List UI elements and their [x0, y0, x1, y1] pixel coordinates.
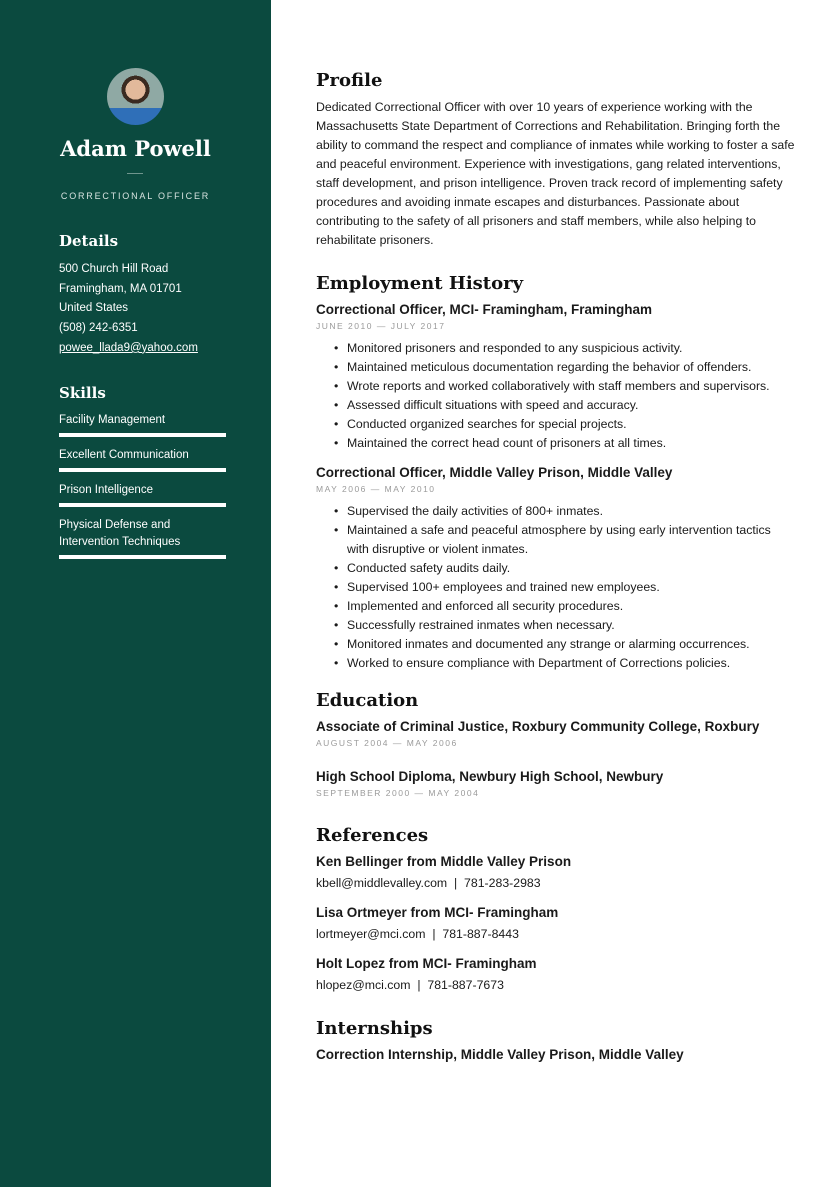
reference-contact: lortmeyer@mci.com | 781-887-8443	[316, 927, 519, 941]
job-bullet: • Supervised 100+ employees and trained new employees.	[347, 578, 796, 597]
section-heading: References	[316, 825, 429, 846]
details	[59, 260, 198, 359]
address-line1: 500 Church Hill Road	[59, 263, 169, 275]
reference-name: Lisa Ortmeyer from MCI- Framingham	[316, 905, 559, 920]
main-content	[316, 70, 796, 1084]
job-entry	[316, 301, 796, 453]
education-dates: AUGUST 2004 — MAY 2006	[316, 738, 458, 748]
skill-label: Physical Defense and Intervention Techniques	[59, 519, 181, 548]
section-heading: Education	[316, 690, 419, 711]
job-bullet: • Maintained the correct head count of prisoners at all times.	[347, 434, 796, 453]
education-title: Associate of Criminal Justice, Roxbury Community College, Roxbury	[316, 719, 760, 734]
skill-level-bar	[59, 555, 226, 559]
job-bullets	[316, 502, 796, 673]
skill-item	[59, 412, 226, 437]
skill-item	[59, 517, 226, 559]
skill-level-bar	[59, 433, 226, 437]
sidebar	[0, 0, 271, 1187]
reference-contact: hlopez@mci.com | 781-887-7673	[316, 978, 504, 992]
education-section	[316, 690, 796, 798]
job-bullet: • Worked to ensure compliance with Department of Corrections policies.	[347, 654, 796, 673]
skill-item	[59, 482, 226, 507]
skill-label: Prison Intelligence	[59, 484, 153, 496]
job-bullets	[316, 339, 796, 453]
internship-title: Correction Internship, Middle Valley Prison, Middle Valley	[316, 1047, 684, 1062]
job-dates: MAY 2006 — MAY 2010	[316, 484, 436, 494]
job-bullet: • Monitored inmates and documented any strange or alarming occurrences.	[347, 635, 796, 654]
skill-label: Excellent Communication	[59, 449, 189, 461]
skill-level-bar	[59, 468, 226, 472]
phone: (508) 242-6351	[59, 322, 138, 335]
employment-section	[316, 273, 796, 673]
skill-item	[59, 447, 226, 472]
profile-section	[316, 70, 796, 250]
section-heading: Employment History	[316, 273, 524, 294]
job-bullet: • Successfully restrained inmates when necessary.	[347, 616, 796, 635]
reference-name: Holt Lopez from MCI- Framingham	[316, 956, 537, 971]
job-bullet: • Monitored prisoners and responded to any suspicious activity.	[347, 339, 796, 358]
job-title: Correctional Officer, Middle Valley Prison, Middle Valley	[316, 465, 673, 480]
job-bullet: • Implemented and enforced all security procedures.	[347, 597, 796, 616]
candidate-name: Adam Powell	[60, 136, 211, 161]
reference-name: Ken Bellinger from Middle Valley Prison	[316, 854, 572, 869]
section-heading: Profile	[316, 70, 383, 91]
details-heading: Details	[59, 232, 119, 250]
references-section	[316, 825, 796, 995]
skills-list	[59, 412, 226, 569]
job-role: CORRECTIONAL OFFICER	[60, 191, 211, 201]
skill-level-bar	[59, 503, 226, 507]
education-dates: SEPTEMBER 2000 — MAY 2004	[316, 788, 480, 798]
job-bullet: • Conducted organized searches for special projects.	[347, 415, 796, 434]
education-title: High School Diploma, Newbury High School, Newbury	[316, 769, 664, 784]
divider	[127, 173, 143, 174]
reference-contact: kbell@middlevalley.com | 781-283-2983	[316, 876, 541, 890]
job-bullet: • Supervised the daily activities of 800+ inmates.	[347, 502, 796, 521]
job-bullet: • Maintained meticulous documentation regarding the behavior of offenders.	[347, 358, 796, 377]
job-bullet: • Wrote reports and worked collaboratively with staff members and supervisors.	[347, 377, 796, 396]
job-dates: JUNE 2010 — JULY 2017	[316, 321, 446, 331]
country: United States	[59, 302, 129, 315]
job-bullet: • Conducted safety audits daily.	[347, 559, 796, 578]
job-title: Correctional Officer, MCI- Framingham, Framingham	[316, 302, 653, 317]
section-heading: Internships	[316, 1018, 433, 1039]
email-link[interactable]: powee_llada9@yahoo.com	[59, 341, 198, 354]
job-entry	[316, 464, 796, 673]
avatar	[107, 68, 164, 125]
profile-text: Dedicated Correctional Officer with over 10 years of experience working with the Massachusetts State Department of Corrections and Rehabilitation. Bringing forth the ability to command the respect and compliance of inmates while working to foster a safe and peaceful environment. Experience with investigations, gang related interventions, staff development, and prison intelligence. Proven track record of implementing safety procedures and avoiding inmate escapes and disturbances. Passionate about contributing to the safety of all prisoners and staff members, while also helping to rehabilitate prisoners.	[316, 100, 795, 247]
address-line2: Framingham, MA 01701	[59, 282, 182, 295]
internships-section	[316, 1018, 796, 1064]
job-bullet: • Assessed difficult situations with speed and accuracy.	[347, 396, 796, 415]
skills-heading: Skills	[59, 384, 106, 402]
job-bullet: • Maintained a safe and peaceful atmosphere by using early intervention tactics with disruptive or violent inmates.	[347, 521, 796, 559]
skill-label: Facility Management	[59, 414, 166, 426]
